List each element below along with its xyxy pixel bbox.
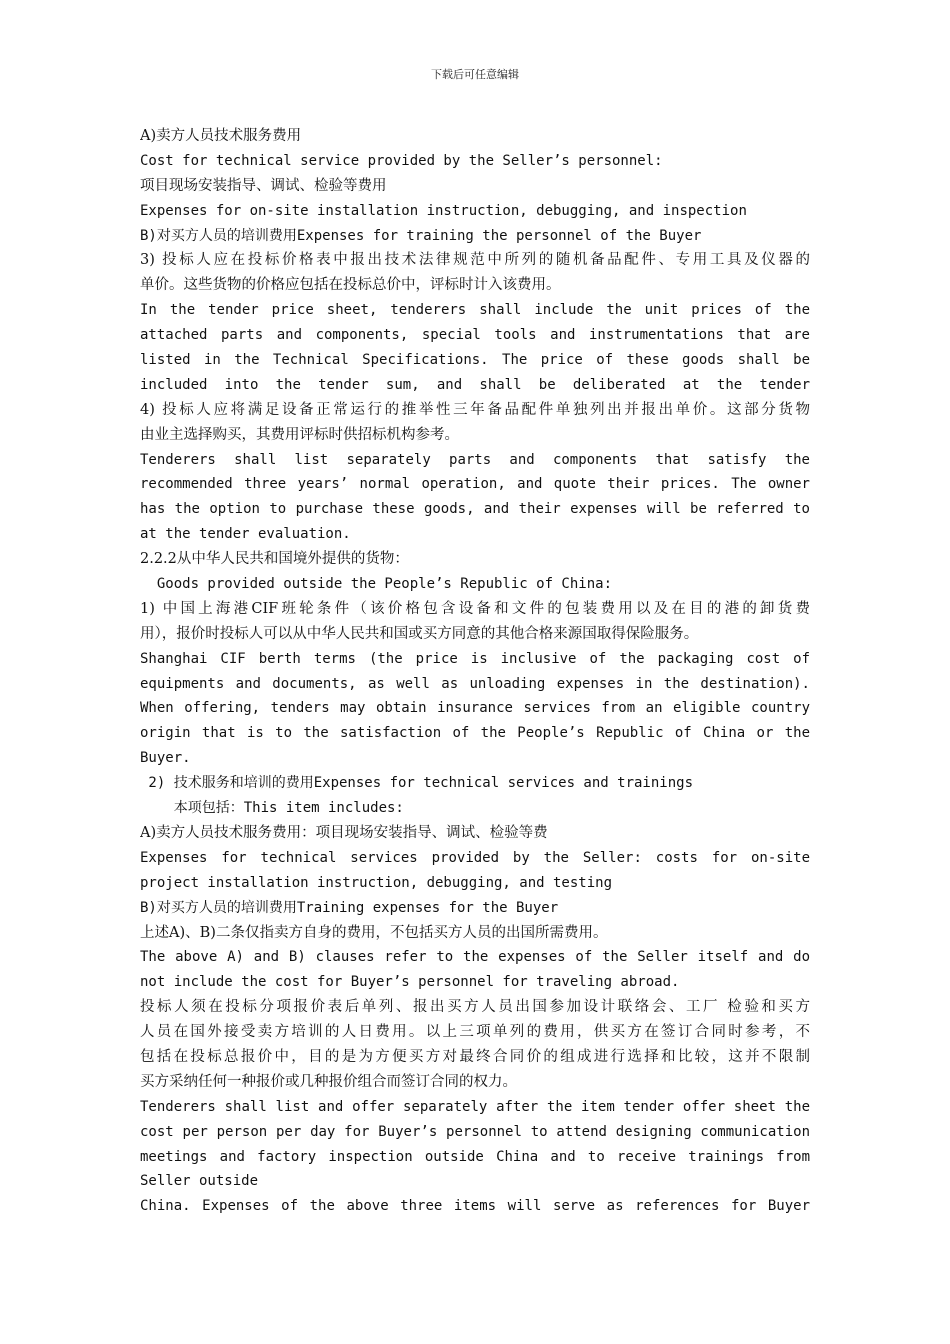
- text-line: equipments and documents, as well as unloading expenses in the destination).: [140, 675, 810, 692]
- text-line: has the option to purchase these goods, and their expenses will be referred to: [140, 501, 810, 518]
- text-line: Expenses for technical services provided by the Seller: costs for on-site: [140, 849, 810, 866]
- text-line: Tenderers shall list separately parts and components that satisfy the: [140, 451, 810, 468]
- text-line: not include the cost for Buyer’s personnel for traveling abroad.: [140, 974, 680, 991]
- text-line: at the tender evaluation.: [140, 526, 351, 543]
- text-line: 2) 技术服务和培训的费用Expenses for technical services and trainings: [140, 775, 694, 792]
- text-line: origin that is to the satisfaction of the People’s Republic of China or the: [140, 725, 810, 742]
- text-line: Expenses for on-site installation instruction, debugging, and inspection: [140, 202, 747, 219]
- text-line: 单价。这些货物的价格应包括在投标总价中，评标时计入该费用。: [140, 277, 561, 294]
- text-line: attached parts and components, special tools and instrumentations that are: [140, 327, 810, 344]
- page-header: 下载后可任意编辑: [431, 68, 519, 81]
- text-line: project installation instruction, debugging, and testing: [140, 874, 613, 891]
- text-line: China. Expenses of the above three items will serve as references for Buyer: [140, 1198, 810, 1215]
- text-line: Seller outside: [140, 1173, 259, 1190]
- text-line: listed in the Technical Specifications. The price of these goods shall be: [140, 352, 810, 369]
- document-body: [140, 124, 810, 1219]
- text-line: Shanghai CIF berth terms (the price is inclusive of the packaging cost of: [140, 650, 810, 667]
- text-line: A)卖方人员技术服务费用: [140, 128, 302, 144]
- text-line: Buyer.: [140, 750, 191, 767]
- text-line: 投标人须在投标分项报价表后单列、报出买方人员出国参加设计联络会、工厂 检验和买方: [140, 999, 810, 1016]
- text-line: 1) 中国上海港CIF班轮条件（该价格包含设备和文件的包装费用以及在目的港的卸货费: [140, 600, 810, 617]
- text-line: B)对买方人员的培训费用Training expenses for the Buyer: [140, 899, 559, 916]
- text-line: 3) 投标人应在投标价格表中报出技术法律规范中所列的随机备品配件、专用工具及仪器的: [140, 252, 810, 269]
- text-line: cost per person per day for Buyer’s personnel to attend designing communication: [140, 1123, 810, 1140]
- text-line: 由业主选择购买，其费用评标时供招标机构参考。: [140, 426, 459, 443]
- text-line: recommended three years’ normal operation, and quote their prices. The owner: [140, 476, 810, 493]
- text-line: 包括在投标总报价中，目的是为方便买方对最终合同价的组成进行选择和比较，这并不限制: [140, 1048, 810, 1065]
- text-line: meetings and factory inspection outside China and to receive trainings from: [140, 1148, 810, 1165]
- text-line: 人员在国外接受卖方培训的人日费用。以上三项单列的费用，供买方在签订合同时参考，不: [140, 1024, 810, 1041]
- text-line: 买方采纳任何一种报价或几种报价组合而签订合同的权力。: [140, 1073, 517, 1090]
- text-line: included into the tender sum, and shall be deliberated at the tender: [140, 376, 810, 393]
- text-line: 上述A)、B)二条仅指卖方自身的费用，不包括买方人员的出国所需费用。: [140, 924, 608, 941]
- text-line: Cost for technical service provided by the Seller’s personnel:: [140, 152, 663, 169]
- text-line: 4) 投标人应将满足设备正常运行的推举性三年备品配件单独列出并报出单价。这部分货物: [140, 401, 810, 418]
- text-line: A)卖方人员技术服务费用：项目现场安装指导、调试、检验等费: [140, 824, 548, 841]
- text-line: 项目现场安装指导、调试、检验等费用: [140, 177, 387, 194]
- text-line: When offering, tenders may obtain insurance services from an eligible country: [140, 700, 810, 717]
- text-line: The above A) and B) clauses refer to the expenses of the Seller itself and do: [140, 949, 810, 966]
- text-line: 2.2.2从中华人民共和国境外提供的货物：: [140, 551, 409, 568]
- text-line: 本项包括：This item includes:: [140, 800, 404, 817]
- text-line: In the tender price sheet, tenderers shall include the unit prices of the: [140, 302, 810, 319]
- text-line: 用），报价时投标人可以从中华人民共和国或买方同意的其他合格来源国取得保险服务。: [140, 625, 699, 642]
- text-line: Tenderers shall list and offer separately after the item tender offer sheet the: [140, 1098, 810, 1115]
- text-line: Goods provided outside the People’s Republic of China:: [140, 576, 613, 593]
- text-line: B)对买方人员的培训费用Expenses for training the personnel of the Buyer: [140, 227, 702, 244]
